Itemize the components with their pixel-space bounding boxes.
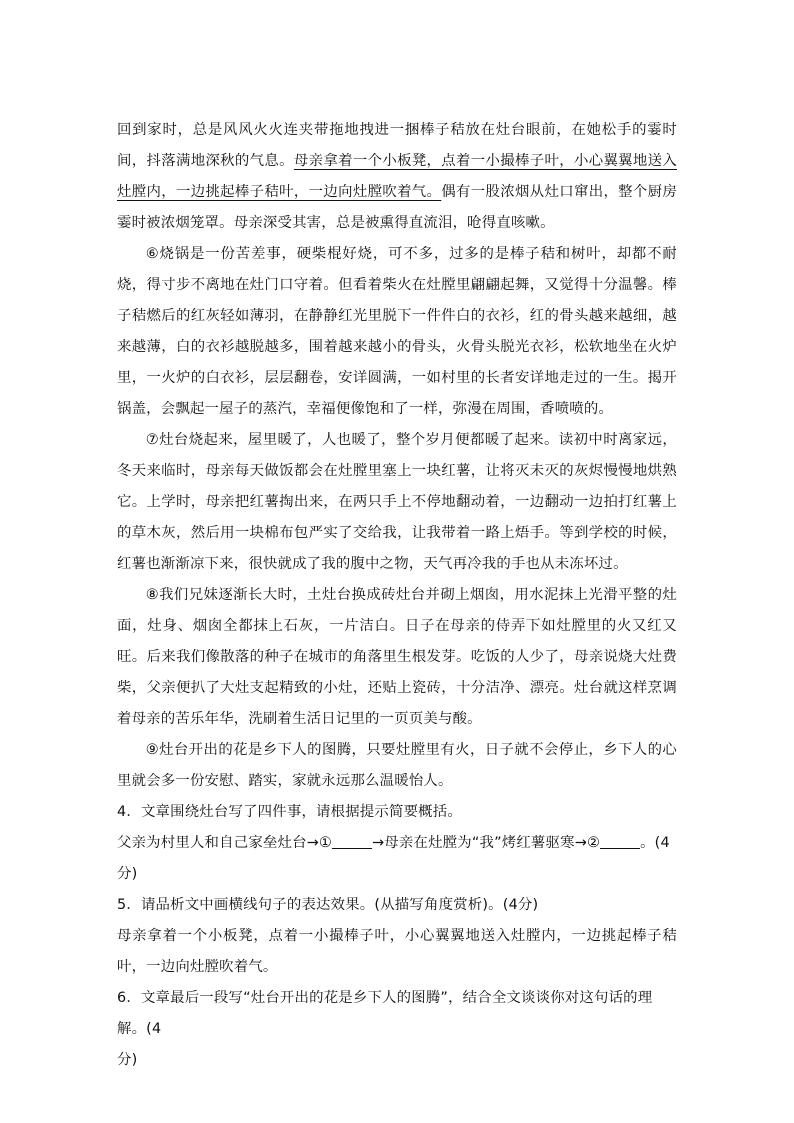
paragraph-8: ⑧我们兄妹逐渐长大时，土灶台换成砖灶台并砌上烟囱，用水泥抹上光滑平整的灶面，灶身、烟囱全都抹上石灰，一片洁白。日子在母亲的侍弄下如灶膛里的火又红又旺。后来我们像散落的种子在城市的角落里生根发芽。吃饭的人少了，母亲说烧大灶费柴，父亲便扒了大灶支起精致的小灶，还贴上瓷砖，十分洁净、漂亮。灶台就这样烹调着母亲的苦乐年华，洗刷着生活日记里的一页页美与酸。 [117, 587, 677, 727]
underlined-sentence: 母亲拿着一个小板凳，点着一小撮棒子叶，小心翼翼地送入灶膛内，一边挑起棒子秸叶，一边向灶膛吹着气。 [117, 153, 677, 200]
question-4-prompt: 4．文章围绕灶台写了四件事，请根据提示简要概括。 [117, 804, 462, 820]
question-4-line-c: 。(4 [640, 835, 670, 851]
paragraph-5 [117, 115, 677, 239]
paragraph-7: ⑦灶台烧起来，屋里暖了，人也暖了，整个岁月便都暖了起来。读初中时离家远，冬天来临时，母亲每天做饭都会在灶膛里塞上一块红薯，让将灭未灭的灰烬慢慢地烘熟它。上学时，母亲把红薯掏出来，在两只手上不停地翻动着，一边翻动一边拍打红薯上的草木灰，然后用一块棉布包严实了交给我，让我带着一路上焐手。等到学校的时候，红薯也渐渐凉下来，很快就成了我的腹中之物，天气再冷我的手也从未冻坏过。 [117, 432, 677, 572]
paragraph-6: ⑥烧锅是一份苦差事，硬柴棍好烧，可不多，过多的是棒子秸和树叶，却都不耐烧，得寸步不离地在灶门口守着。但看着柴火在灶膛里翩翩起舞，又觉得十分温馨。棒子秸燃后的红灰轻如薄羽，在静静红光里脱下一件件白的衣衫，红的骨头越来越细，越来越薄，白的衣衫越脱越多，围着越来越小的骨头，火骨头脱光衣衫，松软地坐在火炉里，一火炉的白衣衫，层层翻卷，安详圆满，一如村里的长者安详地走过的一生。揭开锅盖，会飘起一屋子的蒸汽，幸福便像饱和了一样，弥漫在周围，香喷喷的。 [117, 246, 677, 417]
paragraph-9: ⑨灶台开出的花是乡下人的图腾，只要灶膛里有火，日子就不会停止，乡下人的心里就会多一份安慰、踏实，家就永远那么温暖怡人。 [117, 742, 677, 789]
answer-blank-1[interactable] [332, 832, 372, 849]
question-5-prompt: 5．请品析文中画横线句子的表达效果。(从描写角度赏析)。(4分) [117, 897, 539, 913]
question-4-line-d: 分) [117, 866, 138, 882]
document-body [117, 115, 677, 1076]
question-6-prompt: 6．文章最后一段写“灶台开出的花是乡下人的图腾”，结合全文谈谈你对这句话的理解。(4 [117, 990, 653, 1037]
question-5-quote: 母亲拿着一个小板凳，点着一小撮棒子叶，小心翼翼地送入灶膛内，一边挑起棒子秸叶，一边向灶膛吹着气。 [117, 928, 677, 975]
question-4-answer-line [117, 828, 677, 859]
answer-blank-2[interactable] [600, 832, 640, 849]
paragraph-5-part2: 偶有一股浓烟从灶口窜出，整个厨房霎时被浓烟笼罩。母亲深受其害，总是被熏得直流泪，呛得直咳嗽。 [117, 184, 677, 231]
paragraph-5-part1: 回到家时，总是风风火火连夹带拖地拽进一捆棒子秸放在灶台眼前，在她松手的霎时间，抖落满地深秋的气息。 [117, 122, 677, 169]
question-4-line-b: →母亲在灶膛为“我”烤红薯驱寒→② [372, 835, 601, 851]
question-4-line-a: 父亲为村里人和自己家垒灶台→① [117, 835, 333, 851]
question-6-cont: 分) [117, 1052, 138, 1068]
